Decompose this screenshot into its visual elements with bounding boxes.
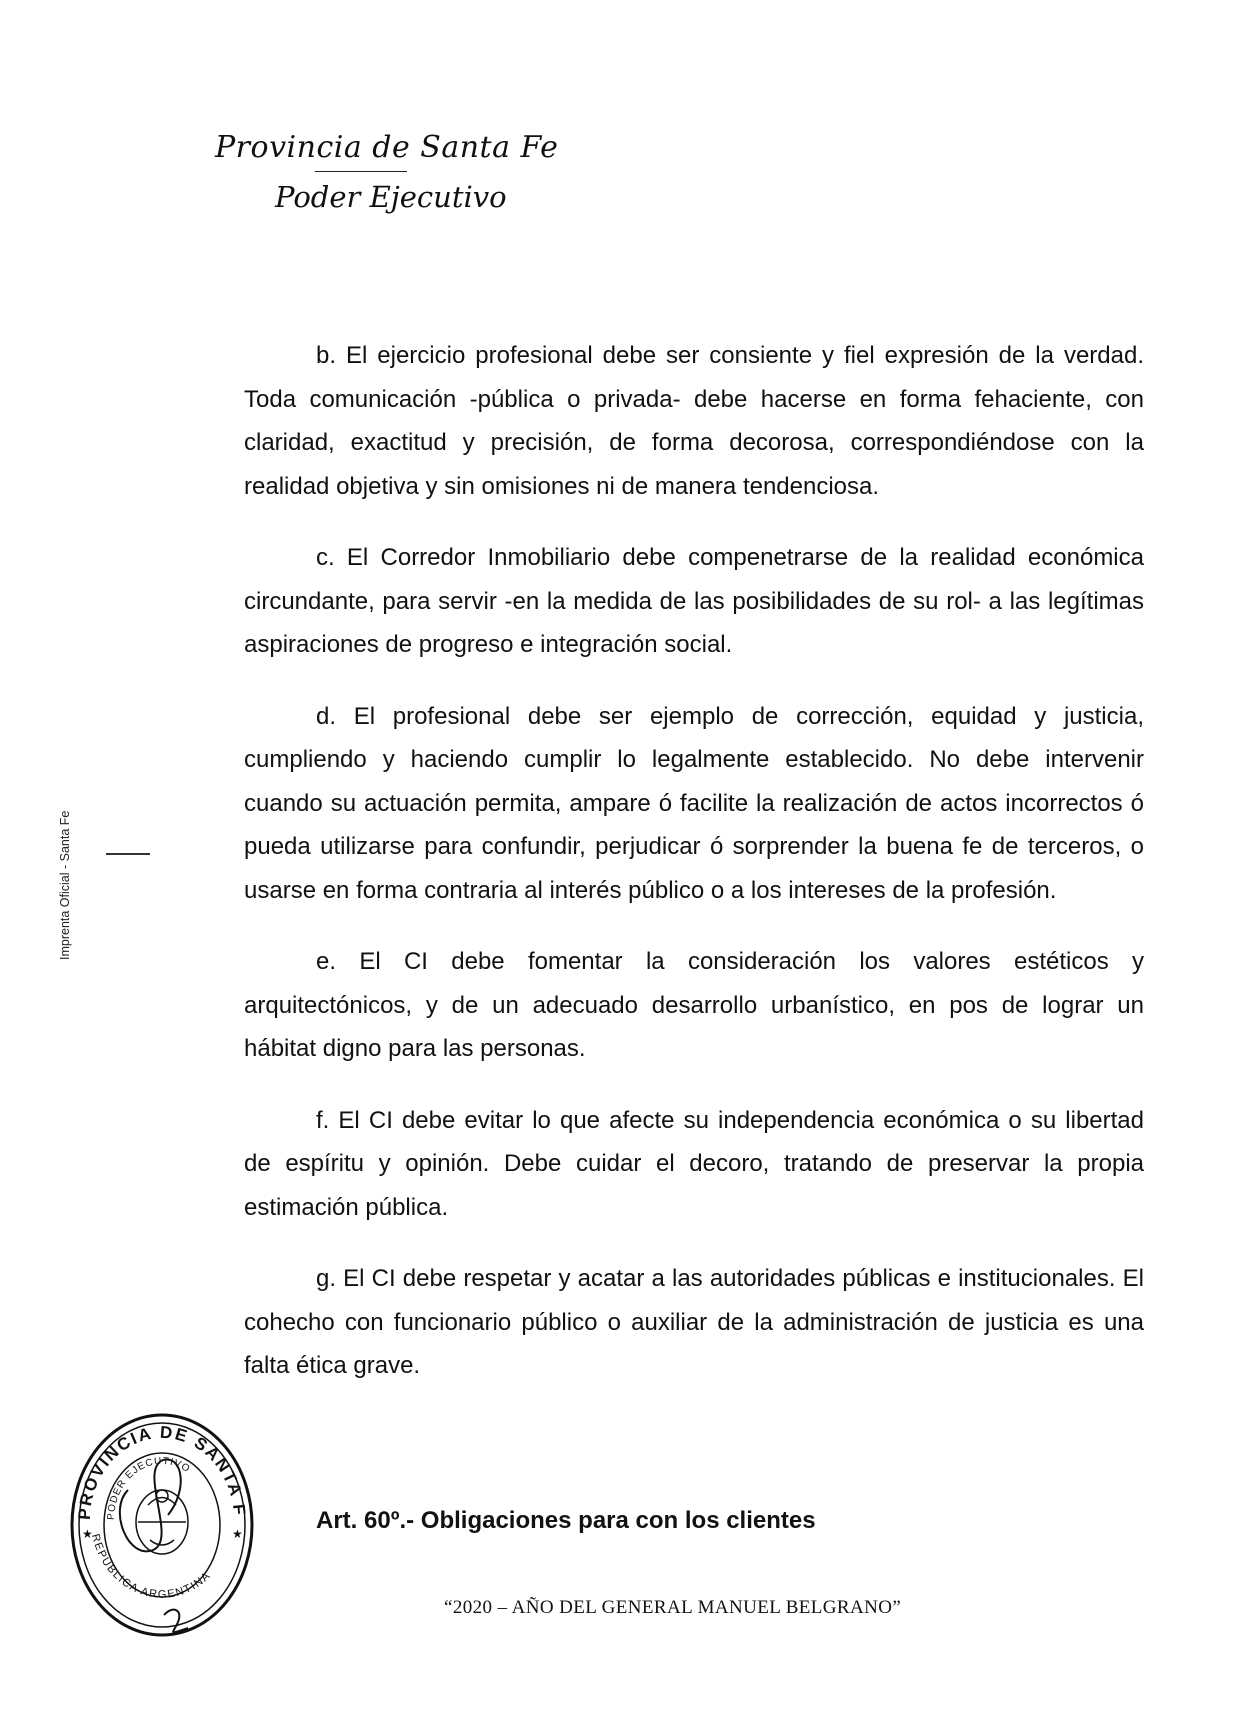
seal-star-right-icon: ★ <box>232 1527 243 1541</box>
letterhead-executive: Poder Ejecutivo <box>275 180 507 214</box>
document-body <box>244 334 1144 1388</box>
article-heading: Art. 60º.- Obligaciones para con los clientes <box>316 1507 816 1534</box>
seal-outer-text: PROVINCIA DE SANTA F <box>74 1422 250 1521</box>
coat-of-arms-icon <box>136 1490 188 1554</box>
seal-inner-text: PODER EJECUTIVO <box>105 1455 193 1521</box>
letterhead <box>215 130 559 214</box>
footer-motto: “2020 – AÑO DEL GENERAL MANUEL BELGRANO” <box>444 1597 902 1618</box>
paragraph-c: c. El Corredor Inmobiliario debe compenetrarse de la realidad económica circundante, para servir -en la medida de las posibilidades de su rol- a las legítimas aspiraciones de progreso e integración social. <box>244 544 1144 658</box>
letterhead-divider <box>315 171 407 172</box>
paragraph-b: b. El ejercicio profesional debe ser consiente y fiel expresión de la verdad. Toda comunicación -pública o privada- debe hacerse en forma fehaciente, con claridad, exactitud y precisión, de forma decorosa, correspondiéndose con la realidad objetiva y sin omisiones ni de manera tendenciosa. <box>244 342 1144 500</box>
svg-text:REPUBLICA ARGENTINA <box>89 1533 213 1601</box>
official-seal-stamp <box>68 1400 256 1650</box>
letterhead-province: Provincia de Santa Fe <box>215 130 559 165</box>
paragraph-d: d. El profesional debe ser ejemplo de corrección, equidad y justicia, cumpliendo y haciendo cumplir lo legalmente establecido. No debe intervenir cuando su actuación permita, ampare ó facilite la realización de actos incorrectos ó pueda utilizarse para confundir, perjudicar ó sorprender la buena fe de terceros, o usarse en forma contraria al interés público o a los intereses de la profesión. <box>244 702 1144 904</box>
paragraph-g: g. El CI debe respetar y acatar a las autoridades públicas e institucionales. El cohecho con funcionario público o auxiliar de la administración de justicia es una falta ética grave. <box>244 1265 1144 1379</box>
seal-bottom-text: REPUBLICA ARGENTINA <box>88 1532 214 1601</box>
paragraph-f: f. El CI debe evitar lo que afecte su independencia económica o su libertad de espíritu y opinión. Debe cuidar el decoro, tratando de preservar la propia estimación pública. <box>244 1106 1144 1221</box>
imprint-margin-label: Imprenta Oficial - Santa Fe <box>58 810 72 960</box>
seal-star-left-icon: ★ <box>82 1527 93 1541</box>
signature-scribble-icon <box>120 1460 188 1633</box>
margin-tick <box>106 853 150 855</box>
paragraph-e: e. El CI debe fomentar la consideración los valores estéticos y arquitectónicos, y de un adecuado desarrollo urbanístico, en pos de lograr un hábitat digno para las personas. <box>244 948 1144 1062</box>
